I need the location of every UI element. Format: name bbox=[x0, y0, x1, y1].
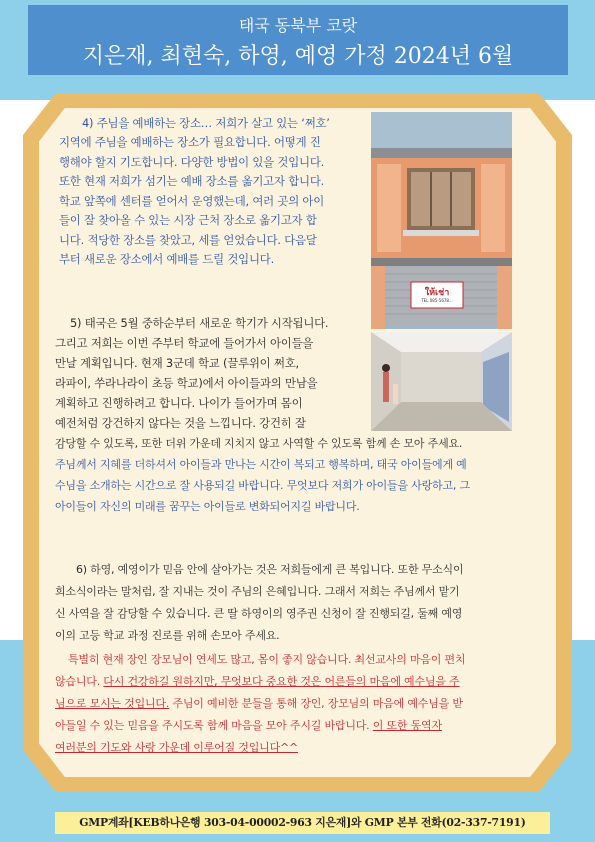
red-line-2-underlined: 다시 건강하길 원하지만, 무엇보다 중요한 것은 어른들의 마음에 예수님을 주 bbox=[103, 675, 460, 688]
section4-line-1: 4) 주님을 예배하는 장소… 저희가 살고 있는 ‘쩌호’ bbox=[82, 116, 330, 130]
section4-line-5: 학교 앞쪽에 센터를 얻어서 운영했는데, 여러 곳의 아이 bbox=[59, 194, 325, 208]
section5-blue-line-1: 주님께서 지혜를 더하셔서 아이들과 만나는 시간이 복되고 행복하며, 태국 아이들에게 예 bbox=[55, 458, 467, 471]
red-line-2-start: 않습니다. bbox=[55, 675, 104, 688]
sign-subtext: TEL 085-5678... bbox=[421, 298, 453, 303]
building-photo bbox=[371, 112, 512, 329]
section6-red-line-3 bbox=[55, 694, 463, 713]
for-rent-sign: ให้เช่า bbox=[424, 288, 450, 298]
section4-line-6: 들이 잘 찾아올 수 있는 시장 근처 장소로 옮기고자 합 bbox=[59, 213, 317, 227]
section6-line-2: 희소식이라는 말처럼, 잘 지내는 것이 주님의 은혜입니다. 그래서 저희는 주님께서 맡기 bbox=[55, 585, 460, 598]
section6-line-1: 6) 하영, 예영이가 믿음 안에 살아가는 것은 저희들에게 큰 복입니다. 또한 무소식이 bbox=[76, 563, 464, 576]
section4-line-4: 또한 현재 저희가 섬기는 예배 장소를 옮기고자 합니다. bbox=[59, 174, 325, 188]
red-line-3-rest: 주님이 예비한 분들을 통해 장인, 장모님의 마음에 예수님을 받 bbox=[169, 697, 463, 710]
banner-title: 지은재, 최현숙, 하영, 예영 가정 2024년 6월 bbox=[82, 44, 514, 69]
section5-blue-line-2: 수님을 소개하는 시간으로 잘 사용되길 바랍니다. 무엇보다 저희가 아이들을 사랑하고, 그 bbox=[55, 479, 470, 492]
section5-line-3: 만날 계획입니다. 현재 3군데 학교 (끌루위이 쩌호, bbox=[55, 356, 299, 370]
section5-line-6: 예전처럼 강건하지 않다는 것을 느낍니다. 강건히 잘 bbox=[55, 416, 306, 430]
red-line-4-underlined: 이 또한 동역자 bbox=[372, 719, 442, 732]
section4-line-7: 니다. 적당한 장소를 찾았고, 세를 얻었습니다. 다음달 bbox=[59, 233, 317, 247]
section6-red-line-2 bbox=[55, 672, 459, 691]
section5-line-4: 라파이, 쑤라나라이 초등 학교)에서 아이들과의 만남을 bbox=[55, 376, 318, 390]
title-banner bbox=[28, 5, 568, 75]
section6-red-line-5: 여러분의 기도와 사랑 가운데 이루어질 것입니다^^ bbox=[55, 741, 299, 754]
section6-line-3: 신 사역을 잘 감당할 수 있습니다. 큰 딸 하영이의 영주권 신청이 잘 진행되길, 둘째 예영 bbox=[55, 607, 463, 620]
section5-blue-line-3: 아이들이 자신의 미래를 꿈꾸는 아이들로 변화되어지길 바랍니다. bbox=[55, 500, 360, 513]
red-line-3-underlined: 님으로 모시는 것입니다. bbox=[55, 697, 170, 710]
section6-red-line-1: 특별히 현재 장인 장모님이 연세도 많고, 몸이 좋지 않습니다. 최선교사의 마음이 편치 bbox=[68, 653, 466, 666]
footer-bar bbox=[55, 812, 550, 834]
section5-line-5: 계획하고 진행하려고 합니다. 나이가 들어가며 몸이 bbox=[55, 396, 303, 410]
section4-line-8: 부터 새로운 장소에서 예배를 드릴 것입니다. bbox=[59, 252, 274, 266]
section4-line-3: 행해야 할지 기도합니다. 다양한 방법이 있을 것입니다. bbox=[59, 155, 325, 169]
section5-line-2: 그리고 저희는 이번 주부터 학교에 들어가서 아이들을 bbox=[55, 336, 314, 350]
red-line-4-start: 아들일 수 있는 믿음을 주시도록 함께 마음을 모아 주시길 바랍니다. bbox=[55, 719, 373, 732]
interior-photo bbox=[371, 332, 512, 431]
footer-contact-text: GMP계좌[KEB하나은행 303-04-00002-963 지은재]와 GMP 본부 전화(02-337-7191) bbox=[79, 816, 526, 829]
section5-line-1: 5) 태국은 5월 중하순부터 새로운 학기가 시작됩니다. bbox=[70, 316, 329, 330]
section6-line-4: 이의 고등 학교 과정 진로를 위해 손모아 주세요. bbox=[55, 629, 280, 642]
section5-line-7: 감당할 수 있도록, 또한 더위 가운데 지치지 않고 사역할 수 있도록 함께 손 모아 주세요. bbox=[55, 437, 463, 450]
banner-subtitle: 태국 동북부 코랏 bbox=[238, 16, 358, 35]
section6-red-line-4 bbox=[55, 716, 442, 735]
section4-line-2: 지역에 주님을 예배하는 장소가 필요합니다. 어떻게 진 bbox=[59, 135, 321, 149]
